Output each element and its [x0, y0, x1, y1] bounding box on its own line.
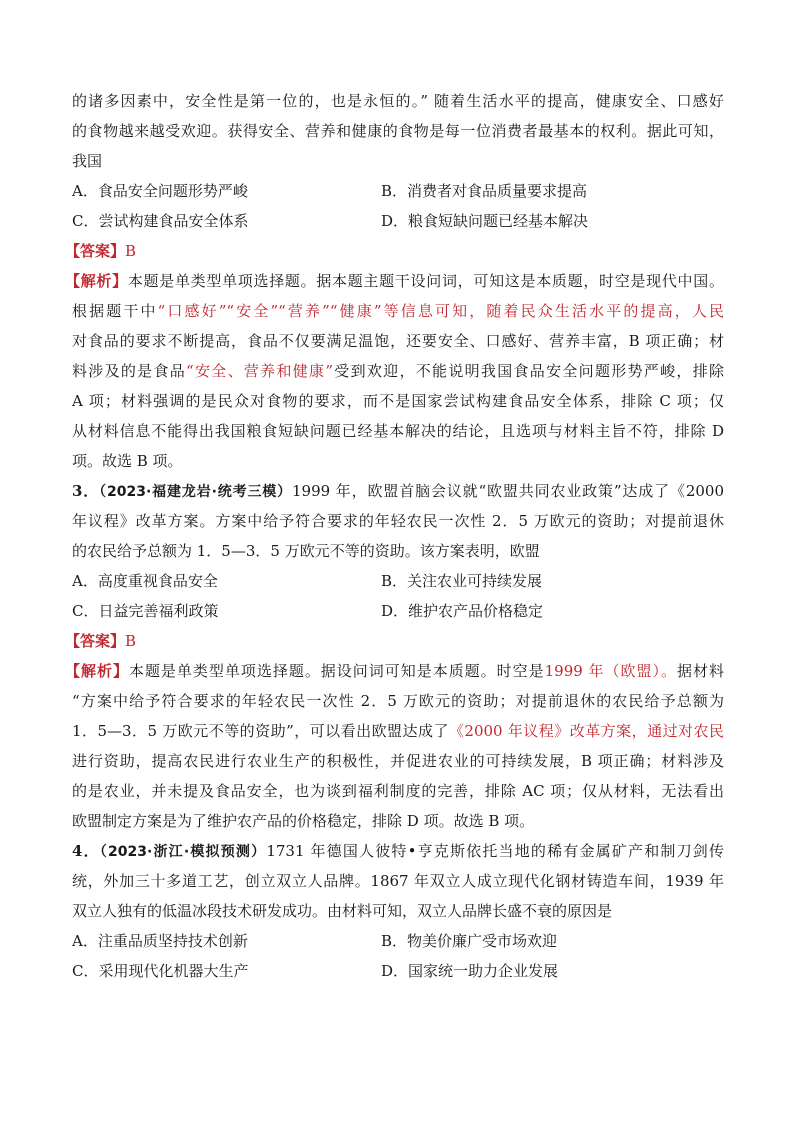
- q2-analysis-line-7: 项。故选 B 项。: [72, 452, 183, 470]
- q3-analysis-line-6: 欧盟制定方案是为了维护农产品的价格稳定，排除 D 项。故选 B 项。: [72, 812, 535, 830]
- q2-analysis-line-1: [65, 266, 724, 296]
- q3-analysis-line-4: 进行资助，提高农民进行农业生产的积极性，并促进农业的可持续发展，B 项正确；材料涉及: [72, 752, 724, 770]
- answer-label: 【答案】: [65, 242, 126, 260]
- analysis-text: 本题是单类型单项选择题。据设问词可知是本质题。时空是: [128, 662, 545, 680]
- q4-options-row-1: [72, 926, 724, 956]
- q2-answer: [65, 236, 724, 266]
- q3-analysis-line-2: “方案中给予符合要求的年轻农民一次性 2．5 万欧元的资助；对提前退休的农民给予总额为: [72, 692, 724, 710]
- analysis-text: 根据题干中: [72, 302, 158, 320]
- q2-option-b: B．消费者对食品质量要求提高: [381, 182, 588, 200]
- answer-value: B: [125, 242, 137, 260]
- q3-option-a: A．高度重视食品安全: [72, 572, 218, 590]
- q3-answer: [65, 626, 724, 656]
- q2-option-d: D．粮食短缺问题已经基本解决: [381, 212, 589, 230]
- q4-option-d: D．国家统一助力企业发展: [381, 962, 559, 980]
- q3-stem-line-3: 的农民给予总额为 1．5—3．5 万欧元不等的资助。该方案表明，欧盟: [72, 542, 540, 560]
- q4-stem-line-2: 统，外加三十多道工艺，创立双立人品牌。1867 年双立人成立现代化钢材铸造车间，1939 年: [72, 872, 724, 890]
- q2-options-row-1: [72, 176, 724, 206]
- q2-option-a: A．食品安全问题形势严峻: [72, 182, 248, 200]
- analysis-label: 【解析】: [65, 662, 129, 680]
- q3-option-c: C．日益完善福利政策: [72, 602, 219, 620]
- q3-options-row-1: [72, 566, 724, 596]
- q4-option-a: A．注重品质坚持技术创新: [72, 932, 248, 950]
- q3-analysis-line-3: [72, 716, 724, 746]
- q4-option-b: B．物美价廉广受市场欢迎: [381, 932, 558, 950]
- analysis-highlight: 《2000 年议程》改革方案，通过对农民: [448, 722, 724, 740]
- q3-options-row-2: [72, 596, 724, 626]
- analysis-text: 受到欢迎，不能说明我国食品安全问题形势严峻，排除: [333, 362, 724, 380]
- answer-value: B: [125, 632, 137, 650]
- question-text: 1999 年，欧盟首脑会议就“欧盟共同农业政策”达成了《2000: [292, 482, 724, 500]
- analysis-text: 料涉及的是食品: [72, 362, 187, 380]
- question-number: 3．: [72, 482, 100, 500]
- q2-option-c: C．尝试构建食品安全体系: [72, 212, 249, 230]
- q2-analysis-line-3: 对食品的要求不断提高，食品不仅要满足温饱，还要安全、口感好、营养丰富，B 项正确；材: [72, 332, 724, 350]
- analysis-text: 据材料: [676, 662, 724, 680]
- q3-analysis-line-5: 的是农业，并未提及食品安全，也为谈到福利制度的完善，排除 AC 项；仅从材料，无法看出: [72, 782, 724, 800]
- q2-analysis-line-2: [72, 296, 724, 326]
- analysis-highlight: “口感好”“安全”“营养”“健康”等信息可知，随着民众生活水平的提高，人民: [157, 302, 724, 320]
- q4-stem-line-3: 双立人独有的低温冰段技术研发成功。由材料可知，双立人品牌长盛不衰的原因是: [72, 902, 613, 920]
- q3-option-d: D．维护农产品价格稳定: [381, 602, 544, 620]
- q2-options-row-2: [72, 206, 724, 236]
- question-text: 1731 年德国人彼特•亨克斯依托当地的稀有金属矿产和制刀剑传: [266, 842, 724, 860]
- q4-option-c: C．采用现代化机器大生产: [72, 962, 249, 980]
- analysis-label: 【解析】: [65, 272, 128, 290]
- analysis-highlight: 1999 年（欧盟）。: [544, 662, 677, 680]
- q2-analysis-line-4: [72, 356, 724, 386]
- q2-stem-line-1: 的诸多因素中，安全性是第一位的，也是永恒的。” 随着生活水平的提高，健康安全、口感好: [72, 92, 724, 110]
- q2-analysis-line-5: A 项；材料强调的是民众对食物的要求，而不是国家尝试构建食品安全体系，排除 C 项；仅: [72, 392, 724, 410]
- analysis-highlight: “安全、营养和健康”: [186, 362, 334, 380]
- q2-stem-line-3: 我国: [72, 152, 103, 170]
- q4-options-row-2: [72, 956, 724, 986]
- q2-stem-line-2: 的食物越来越受欢迎。获得安全、营养和健康的食物是每一位消费者最基本的权利。据此可知，: [72, 122, 724, 140]
- q4-stem-line-1: [72, 836, 724, 866]
- question-source: （2023·浙江·模拟预测）: [99, 844, 267, 860]
- q3-stem-line-2: 年议程》改革方案。方案中给予符合要求的年轻农民一次性 2．5 万欧元的资助；对提前退休: [72, 512, 724, 530]
- q3-option-b: B．关注农业可持续发展: [381, 572, 543, 590]
- analysis-text: 1．5—3．5 万欧元不等的资助”，可以看出欧盟达成了: [72, 722, 449, 740]
- question-source: （2023·福建龙岩·统考三模）: [99, 484, 293, 500]
- analysis-text: 本题是单类型单项选择题。据本题主题干设问词，可知这是本质题，时空是现代中国。: [127, 272, 724, 290]
- question-number: 4．: [72, 842, 100, 860]
- answer-label: 【答案】: [65, 632, 126, 650]
- q3-analysis-line-1: [65, 656, 724, 686]
- q3-stem-line-1: [72, 476, 724, 506]
- q2-analysis-line-6: 从材料信息不能得出我国粮食短缺问题已经基本解决的结论，且选项与材料主旨不符，排除 D: [72, 422, 724, 440]
- page-content: [65, 86, 724, 986]
